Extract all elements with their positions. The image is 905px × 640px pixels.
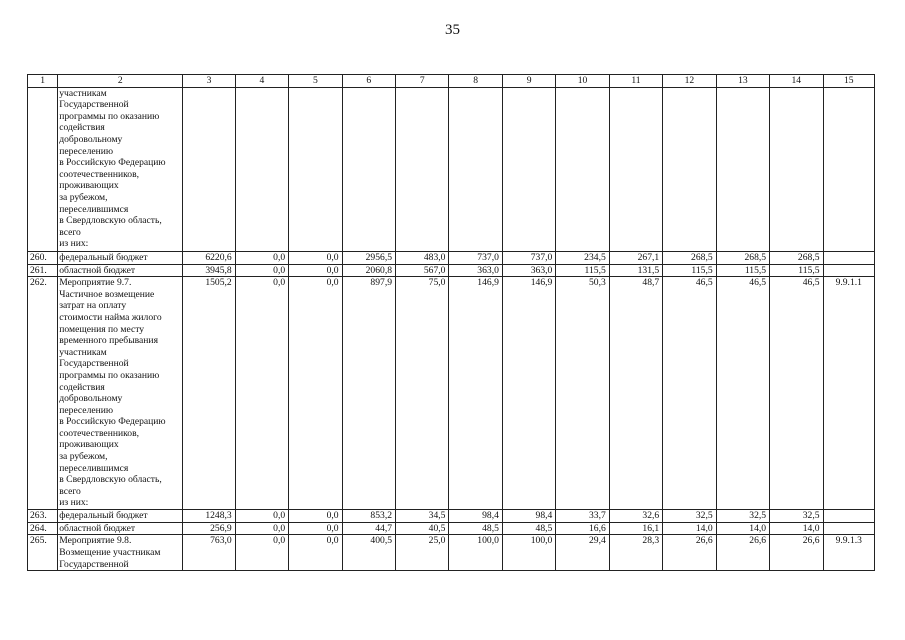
row-number-cell: 261. [28,264,58,277]
value-cell: 32,5 [770,510,823,523]
name-line: помещения по месту [59,323,145,335]
value-cell: 0,0 [235,535,288,571]
value-cell: 268,5 [770,251,823,264]
value-cell: 363,0 [449,264,502,277]
name-line: содействия [59,381,105,393]
page-number: 35 [445,22,460,38]
name-line: Мероприятие 9.8. [59,535,132,547]
name-line: переселению [59,404,114,416]
name-line: Мероприятие 9.7. [59,277,132,289]
name-line: Государственной [59,558,129,570]
target-code-cell [823,522,874,535]
column-number-header: 5 [289,75,342,88]
value-cell: 763,0 [183,535,235,571]
value-cell [502,87,555,251]
value-cell: 256,9 [183,522,235,535]
value-cell: 32,5 [663,510,716,523]
value-cell: 50,3 [556,277,609,510]
value-cell: 567,0 [396,264,449,277]
name-line: Государственной [59,99,129,111]
value-cell: 115,5 [716,264,769,277]
value-cell: 115,5 [556,264,609,277]
name-line: всего [59,485,81,497]
value-cell [609,87,662,251]
target-code-cell: 9.9.1.1 [823,277,874,510]
table-row [28,510,875,523]
table-row [28,251,875,264]
value-cell: 146,9 [449,277,502,510]
value-cell: 400,5 [342,535,395,571]
name-line: соотечественников, [59,168,139,180]
value-cell: 29,4 [556,535,609,571]
value-cell [449,87,502,251]
name-line: содействия [59,122,105,134]
value-cell [396,87,449,251]
row-number-cell: 264. [28,522,58,535]
value-cell: 0,0 [289,277,342,510]
row-number-cell: 263. [28,510,58,523]
name-line: временного пребывания [59,335,158,347]
value-cell: 48,7 [609,277,662,510]
value-cell: 14,0 [716,522,769,535]
value-cell: 34,5 [396,510,449,523]
value-cell [289,87,342,251]
value-cell: 267,1 [609,251,662,264]
column-number-header: 15 [823,75,874,88]
column-number-header: 3 [183,75,235,88]
value-cell: 26,6 [663,535,716,571]
value-cell: 46,5 [663,277,716,510]
name-line: добровольному [59,393,123,405]
value-cell: 0,0 [235,264,288,277]
column-number-header: 11 [609,75,662,88]
value-cell: 16,6 [556,522,609,535]
value-cell: 14,0 [770,522,823,535]
row-name-cell [58,535,183,571]
value-cell: 0,0 [235,522,288,535]
name-line: в Российскую Федерацию [59,157,166,169]
value-cell: 1248,3 [183,510,235,523]
name-line: федеральный бюджет [59,510,148,522]
name-line: участникам [59,87,107,99]
name-line: переселившимся [59,462,129,474]
value-cell: 0,0 [289,535,342,571]
column-number-header: 10 [556,75,609,88]
value-cell: 26,6 [770,535,823,571]
name-line: Возмещение участникам [59,546,161,558]
value-cell: 268,5 [663,251,716,264]
name-line: за рубежом, [59,191,108,203]
value-cell: 2060,8 [342,264,395,277]
target-code-cell [823,264,874,277]
value-cell [556,87,609,251]
value-cell: 0,0 [289,510,342,523]
value-cell: 1505,2 [183,277,235,510]
value-cell: 234,5 [556,251,609,264]
row-number-cell: 260. [28,251,58,264]
target-code-cell: 9.9.1.3 [823,535,874,571]
value-cell: 100,0 [502,535,555,571]
value-cell: 2956,5 [342,251,395,264]
name-line: переселившимся [59,203,129,215]
column-number-header: 13 [716,75,769,88]
value-cell [770,87,823,251]
name-line: Частичное возмещение [59,288,155,300]
value-cell: 737,0 [502,251,555,264]
name-line: из них: [59,238,89,250]
name-line: в Российскую Федерацию [59,416,166,428]
column-number-header: 8 [449,75,502,88]
value-cell: 483,0 [396,251,449,264]
value-cell: 3945,8 [183,264,235,277]
row-name-cell [58,251,183,264]
name-line: всего [59,226,81,238]
name-line: стоимости найма жилого [59,311,162,323]
budget-table [27,74,875,571]
column-number-header: 14 [770,75,823,88]
value-cell: 46,5 [716,277,769,510]
target-code-cell [823,510,874,523]
row-number-cell: 265. [28,535,58,571]
name-line: программы по оказанию [59,369,160,381]
table-row [28,264,875,277]
value-cell [823,87,874,251]
value-cell: 0,0 [235,277,288,510]
value-cell: 0,0 [289,522,342,535]
column-number-header: 12 [663,75,716,88]
name-line: за рубежом, [59,451,108,463]
value-cell: 363,0 [502,264,555,277]
value-cell: 44,7 [342,522,395,535]
value-cell: 131,5 [609,264,662,277]
value-cell: 32,6 [609,510,662,523]
value-cell: 48,5 [502,522,555,535]
value-cell: 98,4 [449,510,502,523]
target-code-cell [823,251,874,264]
value-cell: 737,0 [449,251,502,264]
table-row [28,522,875,535]
value-cell: 16,1 [609,522,662,535]
value-cell: 100,0 [449,535,502,571]
value-cell: 98,4 [502,510,555,523]
row-number-cell: 262. [28,277,58,510]
name-line: областной бюджет [59,264,136,276]
row-name-cell [58,277,183,510]
name-line: участникам [59,346,107,358]
column-number-header: 6 [342,75,395,88]
value-cell: 14,0 [663,522,716,535]
value-cell: 268,5 [716,251,769,264]
column-number-header: 9 [502,75,555,88]
name-line: переселению [59,145,114,157]
row-name-cell [58,522,183,535]
value-cell: 0,0 [289,251,342,264]
table-row [28,535,875,571]
value-cell: 853,2 [342,510,395,523]
value-cell: 32,5 [716,510,769,523]
value-cell: 26,6 [716,535,769,571]
column-number-header: 4 [235,75,288,88]
row-name-cell [58,264,183,277]
name-line: добровольному [59,133,123,145]
name-line: федеральный бюджет [59,251,148,263]
table-row [28,277,875,510]
name-line: областной бюджет [59,522,136,534]
column-number-header: 7 [396,75,449,88]
value-cell: 115,5 [663,264,716,277]
value-cell: 6220,6 [183,251,235,264]
value-cell [235,87,288,251]
name-line: программы по оказанию [59,110,160,122]
row-name-cell [58,510,183,523]
value-cell: 33,7 [556,510,609,523]
name-line: соотечественников, [59,427,139,439]
name-line: проживающих [59,180,119,192]
name-line: затрат на оплату [59,300,127,312]
value-cell: 115,5 [770,264,823,277]
value-cell: 0,0 [289,264,342,277]
header-row [28,75,875,88]
name-line: Государственной [59,358,129,370]
value-cell [716,87,769,251]
name-line: из них: [59,497,89,509]
value-cell: 46,5 [770,277,823,510]
value-cell [663,87,716,251]
value-cell: 0,0 [235,510,288,523]
value-cell [342,87,395,251]
value-cell: 48,5 [449,522,502,535]
row-name-cell [58,87,183,251]
value-cell: 75,0 [396,277,449,510]
value-cell: 40,5 [396,522,449,535]
name-line: проживающих [59,439,119,451]
value-cell: 25,0 [396,535,449,571]
value-cell: 28,3 [609,535,662,571]
name-line: в Свердловскую область, [59,215,162,227]
value-cell: 146,9 [502,277,555,510]
value-cell [183,87,235,251]
column-number-header: 1 [28,75,58,88]
value-cell: 0,0 [235,251,288,264]
continuation-row [28,87,875,251]
value-cell: 897,9 [342,277,395,510]
column-number-header: 2 [58,75,183,88]
name-line: в Свердловскую область, [59,474,162,486]
row-number-cell [28,87,58,251]
